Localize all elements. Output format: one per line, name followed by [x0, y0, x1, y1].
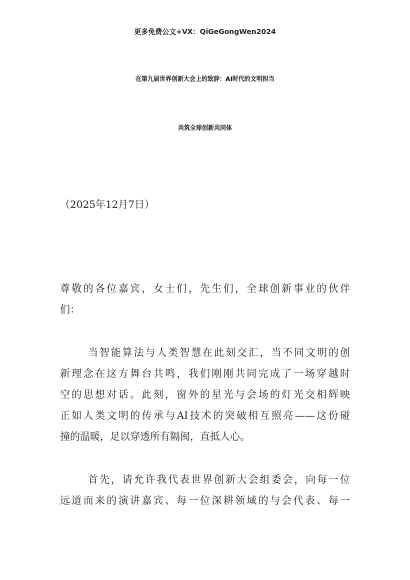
paragraph-line: 尊敬的各位嘉宾，女士们，先生们，全球创新事业的伙伴 [60, 284, 350, 295]
paragraph-line: 正如人类文明的传承与AI技术的突破相互照亮——这份碰 [60, 411, 350, 422]
paragraph-line: 撞的温暖，足以穿透所有隔阂，直抵人心。 [60, 432, 250, 443]
salutation-paragraph [60, 279, 350, 321]
document-title-line-2: 共筑全球创新共同体 [177, 125, 232, 132]
paragraph-line: 当智能算法与人类智慧在此刻交汇，当不同文明的创 [88, 348, 350, 359]
paragraph-line: 首先，请允许我代表世界创新大会组委会，向每一位 [88, 475, 350, 486]
paragraph-line: 们： [60, 305, 80, 316]
paragraph-line: 远道而来的演讲嘉宾、每一位深耕领域的与会代表、每一 [60, 496, 350, 507]
header-note: 更多免费公文+VX：QiGeGongWen2024 [134, 28, 276, 36]
speech-date: （2025年12月7日） [60, 200, 155, 211]
body-paragraph-1 [60, 343, 350, 448]
paragraph-line: 新理念在这方舞台共鸣，我们刚刚共同完成了一场穿越时 [60, 369, 350, 380]
body-paragraph-2 [60, 470, 350, 512]
document-title-line-1: 在第九届世界创新大会上的致辞：AI时代的文明担当 [135, 76, 275, 83]
paragraph-line: 空的思想对话。此刻，窗外的星光与会场的灯光交相辉映 [60, 390, 350, 401]
